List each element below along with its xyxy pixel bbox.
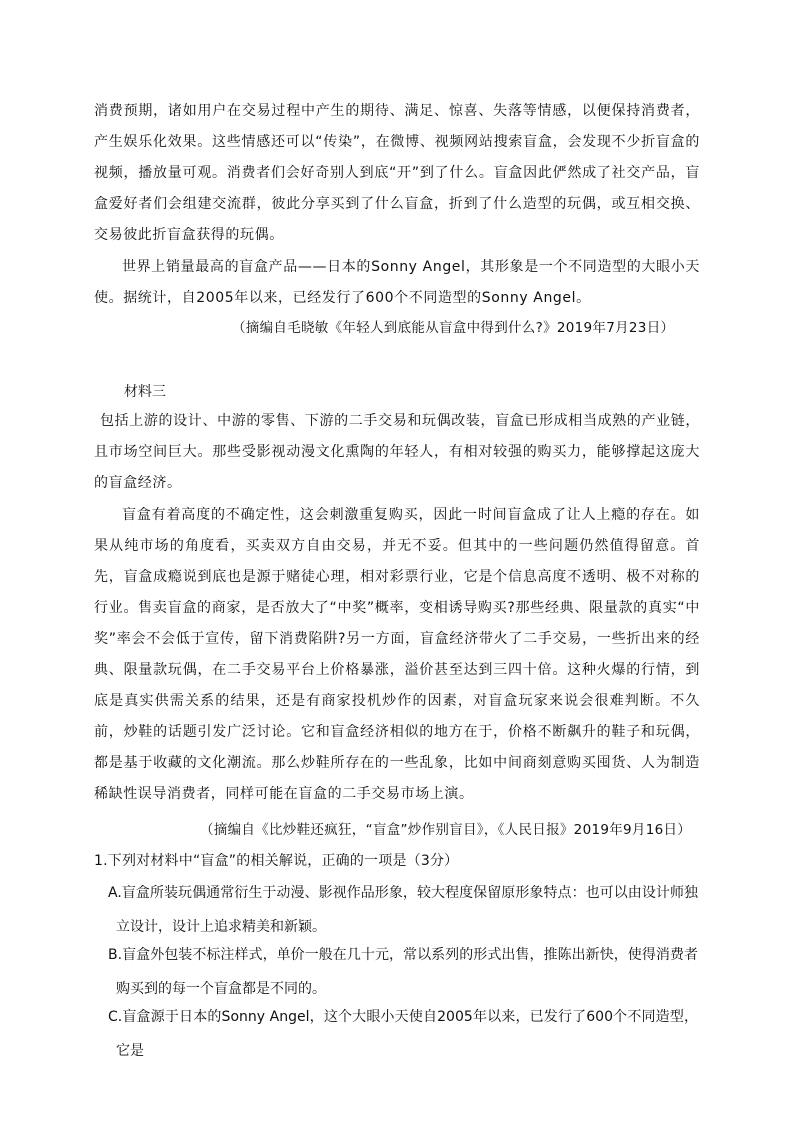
option-a-text: A.盲盒所装玩偶通常衍生于动漫、影视作品形象，较大程度保留原形象特点：也可以由设计师独立设计，设计上追求精美和新颖。 xyxy=(108,885,698,935)
question-1-option-c[interactable] xyxy=(108,1000,698,1068)
material3-source-citation: （摘编自《比炒鞋还疯狂，“盲盒”炒作别盲目》，《人民日报》2019年9月16日） xyxy=(200,822,692,838)
question-1-option-a[interactable] xyxy=(108,876,698,944)
material2-source-citation: （摘编自毛晓敏《年轻人到底能从盲盒中得到什么?》2019年7月23日） xyxy=(232,320,675,336)
material2-paragraph-1: 消费预期，诸如用户在交易过程中产生的期待、满足、惊喜、失落等情感，以便保持消费者，产生娱乐化效果。这些情感还可以“传染”，在微博、视频网站搜索盲盒，会发现不少折盲盒的视频，播放量可观。消费者们会好奇别人到底“开”到了什么。盲盒因此俨然成了社交产品，盲盒爱好者们会组建交流群，彼此分享买到了什么盲盒，折到了什么造型的玩偶，或互相交换、交易彼此折盲盒获得的玩偶。 xyxy=(94,103,700,243)
material2-paragraph-2: 世界上销量最高的盲盒产品——日本的Sonny Angel，其形象是一个不同造型的大眼小天使。据统计，自2005年以来，已经发行了600个不同造型的Sonny Angel。 xyxy=(94,259,700,306)
question-1-option-b[interactable] xyxy=(108,938,698,1006)
question-1-stem: 1.下列对材料中“盲盒”的相关解说，正确的一项是（3分） xyxy=(94,853,459,869)
material3-paragraph-2: 盲盒有着高度的不确定性，这会刺激重复购买，因此一时间盲盒成了让人上瘾的存在。如果从纯市场的角度看，买卖双方自由交易，并无不妥。但其中的一些问题仍然值得留意。首先，盲盒成瘾说到底也是源于赌徒心理，相对彩票行业，它是个信息高度不透明、极不对称的行业。售卖盲盒的商家，是否放大了“中奖”概率，变相诱导购买?那些经典、限量款的真实“中奖”率会不会低于宣传，留下消费陷阱?另一方面，盲盒经济带火了二手交易，一些折出来的经典、限量款玩偶，在二手交易平台上价格暴涨，溢价甚至达到三四十倍。这种火爆的行情，到底是真实供需关系的结果，还是有商家投机炒作的因素，对盲盒玩家来说会很难判断。不久前，炒鞋的话题引发广泛讨论。它和盲盒经济相似的地方在于，价格不断飙升的鞋子和玩偶，都是基于收藏的文化潮流。那么炒鞋所存在的一些乱象，比如中间商刻意购买囤货、人为制造稀缺性误导消费者，同样可能在盲盒的二手交易市场上演。 xyxy=(94,507,700,802)
material3-heading: 材料三 xyxy=(124,384,166,400)
material3-paragraph-1: 包括上游的设计、中游的零售、下游的二手交易和玩偶改装，盲盒已形成相当成熟的产业链，且市场空间巨大。那些受影视动漫文化熏陶的年轻人，有相对较强的购买力，能够撑起这庞大的盲盒经济。 xyxy=(94,413,700,491)
option-b-text: B.盲盒外包装不标注样式，单价一般在几十元，常以系列的形式出售，推陈出新快，使得消费者购买到的每一个盲盒都是不同的。 xyxy=(108,947,698,997)
option-c-text: C.盲盒源于日本的Sonny Angel，这个大眼小天使自2005年以来，已发行了600个不同造型，它是 xyxy=(108,1009,698,1059)
